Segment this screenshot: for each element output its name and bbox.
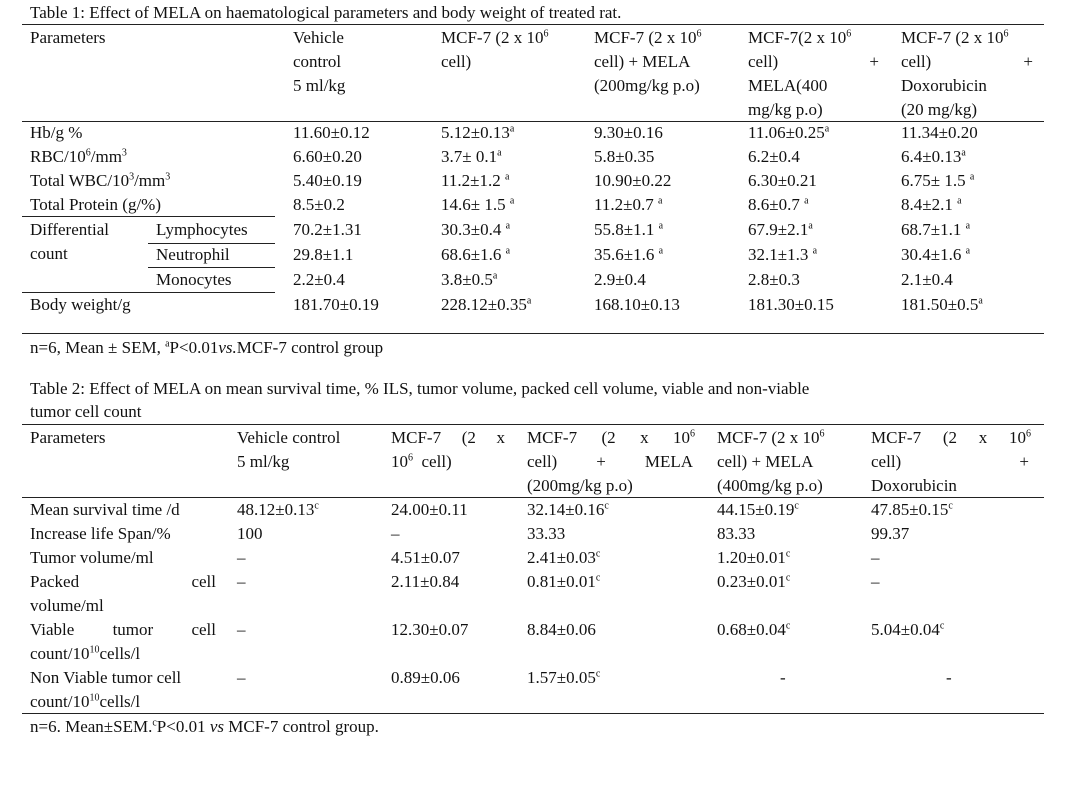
row-label: Body weight/g (30, 295, 131, 314)
row-label-line2: count/$10^{10}cells/l$ (30, 692, 141, 711)
t2-header-col5-line1: MCF-7 (2 x $10^6$ (871, 428, 1031, 447)
t1-header-col1-line2: control (293, 52, 342, 71)
cell: 44.15±0.19$^c$ (717, 500, 799, 519)
cell: 32.14±0.16$^c$ (527, 500, 609, 519)
table1-header-rule (22, 121, 1044, 122)
t2-header-col5-line2: cell) + (871, 452, 1029, 471)
cell: 5.40±0.19 (293, 171, 362, 190)
cell: 32.1±1.3 $^a$ (748, 245, 818, 264)
cell: – (237, 668, 246, 687)
cell: 2.8±0.3 (748, 270, 800, 289)
cell: – (237, 620, 246, 639)
t1-header-col2-line1: MCF-7 (2 x $10^6$ (441, 28, 549, 47)
t2-header-parameters: Parameters (30, 428, 106, 447)
cell: 2.41±0.03$^c$ (527, 548, 601, 567)
row-label: Increase life Span/% (30, 524, 171, 543)
cell: 1.57±0.05$^c$ (527, 668, 601, 687)
cell: 30.4±1.6 $^a$ (901, 245, 971, 264)
table1-bottom-rule (22, 333, 1044, 334)
row-label: Viable tumor cell (30, 620, 216, 639)
cell: 70.2±1.31 (293, 220, 362, 239)
row-label: Non Viable tumor cell (30, 668, 182, 687)
t1-header-col2-line2: cell) (441, 52, 472, 71)
table2-header-rule (22, 497, 1044, 498)
row-label: Packed cell (30, 572, 216, 591)
cell: - (946, 668, 952, 687)
cell: 83.33 (717, 524, 756, 543)
cell: 181.50±0.5$^a$ (901, 295, 983, 314)
t1-header-col5-line3: Doxorubicin (901, 76, 987, 95)
cell: 11.60±0.12 (293, 123, 370, 142)
row-label: Total WBC/$10^3/mm^3$ (30, 171, 171, 190)
cell: 47.85±0.15$^c$ (871, 500, 953, 519)
cell: 168.10±0.13 (594, 295, 680, 314)
cell: 1.20±0.01$^c$ (717, 548, 791, 567)
cell: 0.81±0.01$^c$ (527, 572, 601, 591)
cell: 2.11±0.84 (391, 572, 460, 591)
cell: 6.60±0.20 (293, 147, 362, 166)
row-label: Neutrophil (156, 245, 230, 264)
cell: – (391, 524, 400, 543)
t1-header-col1-line1: Vehicle (293, 28, 344, 47)
t1-header-col5-line1: MCF-7 (2 x $10^6$ (901, 28, 1009, 47)
cell: 100 (237, 524, 263, 543)
row-label: Total Protein (g/%) (30, 195, 162, 214)
cell: 11.2±0.7 $^a$ (594, 195, 663, 214)
t1-rule-before-diff (22, 216, 275, 217)
t2-header-col4-line1: MCF-7 (2 x $10^6$ (717, 428, 825, 447)
cell: - (780, 668, 786, 687)
t2-header-col4-line2: cell) + MELA (717, 452, 814, 471)
cell: 181.70±0.19 (293, 295, 379, 314)
t2-header-col3-line2: cell) + MELA (527, 452, 693, 471)
t1-header-col4-line1: MCF-7(2 x $10^6$ (748, 28, 852, 47)
cell: 11.34±0.20 (901, 123, 978, 142)
table1-caption: Table 1: Effect of MELA on haematological parameters and body weight of treated rat. (30, 3, 622, 22)
cell: 68.7±1.1 $^a$ (901, 220, 971, 239)
table2-top-rule (22, 424, 1044, 425)
cell: 0.68±0.04$^c$ (717, 620, 791, 639)
t2-header-col2-line2: $10^6$ cell) (391, 452, 452, 471)
cell: 5.04±0.04$^c$ (871, 620, 945, 639)
cell: 67.9±2.1$^a$ (748, 220, 813, 239)
t1-header-col3-line1: MCF-7 (2 x $10^6$ (594, 28, 702, 47)
t2-header-col2-line1: MCF-7 (2 x (391, 428, 505, 447)
cell: 6.75± 1.5 $^a$ (901, 171, 975, 190)
cell: 10.90±0.22 (594, 171, 672, 190)
table2-caption-line2: tumor cell count (30, 402, 142, 421)
cell: 8.6±0.7 $^a$ (748, 195, 809, 214)
row-label-line2: volume/ml (30, 596, 104, 615)
t2-header-col4-line3: (400mg/kg p.o) (717, 476, 823, 495)
t2-header-col3-line3: (200mg/kg p.o) (527, 476, 633, 495)
cell: 0.23±0.01$^c$ (717, 572, 791, 591)
row-label: Lymphocytes (156, 220, 248, 239)
cell: 2.9±0.4 (594, 270, 646, 289)
cell: 14.6± 1.5 $^a$ (441, 195, 515, 214)
cell: 0.89±0.06 (391, 668, 460, 687)
t2-header-col1-line1: Vehicle control (237, 428, 341, 447)
t1-header-col4-line4: mg/kg p.o) (748, 100, 823, 119)
cell: 6.30±0.21 (748, 171, 817, 190)
row-label: Mean survival time /d (30, 500, 180, 519)
cell: – (871, 572, 880, 591)
t1-header-col4-line3: MELA(400 (748, 76, 828, 95)
cell: 2.2±0.4 (293, 270, 345, 289)
row-label: RBC/$10^6/mm^3$ (30, 147, 127, 166)
t2-header-col3-line1: MCF-7 (2 x $10^6$ (527, 428, 695, 447)
t1-header-col3-line3: (200mg/kg p.o) (594, 76, 700, 95)
t1-header-col1-line3: 5 ml/kg (293, 76, 346, 95)
t1-header-parameters: Parameters (30, 28, 106, 47)
cell: 9.30±0.16 (594, 123, 663, 142)
cell: 24.00±0.11 (391, 500, 468, 519)
t2-header-col1-line2: 5 ml/kg (237, 452, 290, 471)
cell: – (237, 548, 246, 567)
t1-diff-label-line1: Differential (30, 220, 109, 239)
table1-top-rule (22, 24, 1044, 25)
row-label-line2: count/$10^{10}cells/l$ (30, 644, 141, 663)
t1-rule-neutro (148, 267, 275, 268)
cell: 6.2±0.4 (748, 147, 800, 166)
cell: 181.30±0.15 (748, 295, 834, 314)
cell: 11.2±1.2 $^a$ (441, 171, 510, 190)
cell: 11.06±0.25$^a$ (748, 123, 830, 142)
table2-bottom-rule (22, 713, 1044, 714)
row-label: Hb/g % (30, 123, 83, 142)
cell: 5.12±0.13$^a$ (441, 123, 515, 142)
cell: 6.4±0.13$^a$ (901, 147, 966, 166)
t1-header-col5-line4: (20 mg/kg) (901, 100, 978, 119)
t1-header-col4-line2: cell) + (748, 52, 879, 71)
cell: 8.4±2.1 $^a$ (901, 195, 962, 214)
cell: 8.84±0.06 (527, 620, 596, 639)
cell: 55.8±1.1 $^a$ (594, 220, 664, 239)
table1-footnote: n=6, Mean ± SEM, $^a$P<0.01vs.MCF-7 control group (30, 338, 384, 357)
table2-footnote: n=6. Mean±SEM.$^c$P<0.01 vs MCF-7 control group. (30, 717, 379, 736)
cell: 8.5±0.2 (293, 195, 345, 214)
cell: 5.8±0.35 (594, 147, 655, 166)
cell: 3.7± 0.1$^a$ (441, 147, 502, 166)
cell: – (871, 548, 880, 567)
cell: 99.37 (871, 524, 910, 543)
t1-header-col5-line2: cell) + (901, 52, 1033, 71)
row-label: Monocytes (156, 270, 232, 289)
cell: 35.6±1.6 $^a$ (594, 245, 664, 264)
t1-header-col3-line2: cell) + MELA (594, 52, 691, 71)
cell: 4.51±0.07 (391, 548, 460, 567)
cell: 30.3±0.4 $^a$ (441, 220, 511, 239)
cell: – (237, 572, 246, 591)
cell: 12.30±0.07 (391, 620, 469, 639)
cell: 29.8±1.1 (293, 245, 354, 264)
cell: 68.6±1.6 $^a$ (441, 245, 511, 264)
cell: 48.12±0.13$^c$ (237, 500, 319, 519)
t2-header-col5-line3: Doxorubicin (871, 476, 957, 495)
table2-caption-line1: Table 2: Effect of MELA on mean survival time, % ILS, tumor volume, packed cell volume, viable and non-viable (30, 379, 810, 398)
cell: 33.33 (527, 524, 566, 543)
t1-rule-mono (22, 292, 275, 293)
t1-diff-label-line2: count (30, 244, 68, 263)
cell: 3.8±0.5$^a$ (441, 270, 498, 289)
cell: 2.1±0.4 (901, 270, 953, 289)
cell: 228.12±0.35$^a$ (441, 295, 532, 314)
row-label: Tumor volume/ml (30, 548, 154, 567)
